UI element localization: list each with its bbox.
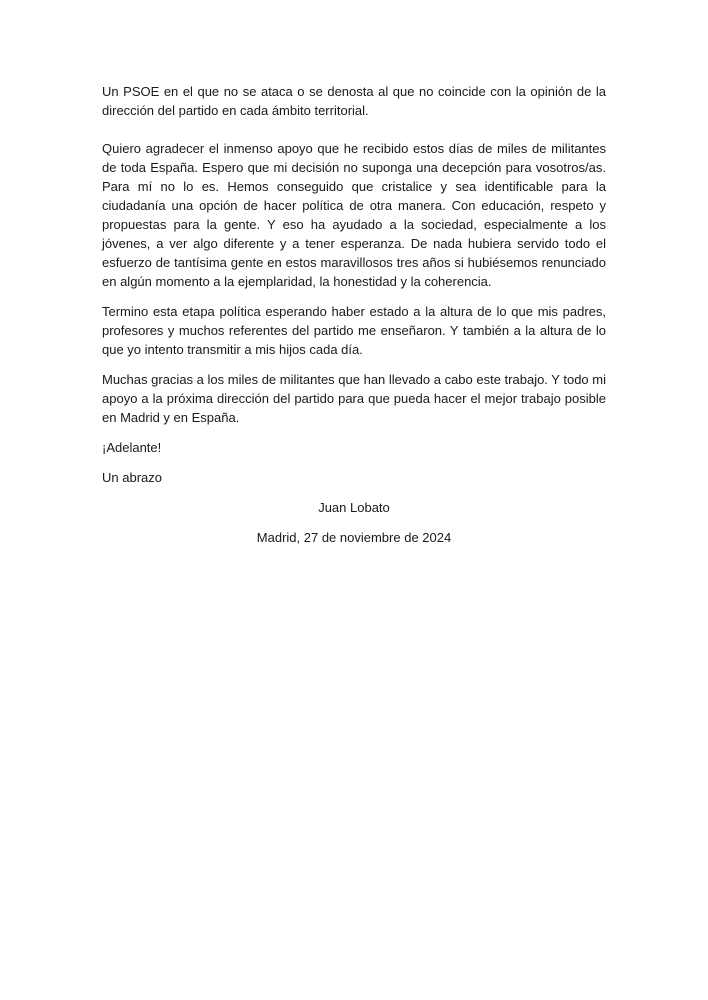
paragraph-etapa-politica: Termino esta etapa política esperando haber estado a la altura de lo que mis padres, profesores y muchos referentes del partido me enseñaron. Y también a la altura de lo que yo intento transmitir a mis hijos cada día.	[102, 304, 606, 357]
signature-name: Juan Lobato	[318, 500, 390, 515]
paragraph-agradecimiento: Quiero agradecer el inmenso apoyo que he recibido estos días de miles de militantes de toda España. Espero que mi decisión no suponga una decepción para vosotros/as. Para mí no lo es. Hemos conseguido que cristalice y sea identificable para la ciudadanía una opción de hacer política de otra manera. Con educación, respeto y propuestas para la gente. Y eso ha ayudado a la sociedad, especialmente a los jóvenes, a ver algo diferente y a tener esperanza. De nada hubiera servido todo el esfuerzo de tantísima gente en estos maravillosos tres años si hubiésemos renunciado en algún momento a la ejemplaridad, la honestidad y la coherencia.	[102, 141, 606, 289]
paragraph-gracias-militantes: Muchas gracias a los miles de militantes que han llevado a cabo este trabajo. Y todo mi apoyo a la próxima dirección del partido para que pueda hacer el mejor trabajo posible en Madrid y en España.	[102, 372, 606, 425]
paragraph-abrazo: Un abrazo	[102, 470, 162, 485]
place-date: Madrid, 27 de noviembre de 2024	[256, 530, 452, 545]
paragraph-psoe-intro: Un PSOE en el que no se ataca o se denosta al que no coincide con la opinión de la dirección del partido en cada ámbito territorial.	[102, 84, 606, 118]
paragraph-adelante: ¡Adelante!	[102, 440, 162, 455]
